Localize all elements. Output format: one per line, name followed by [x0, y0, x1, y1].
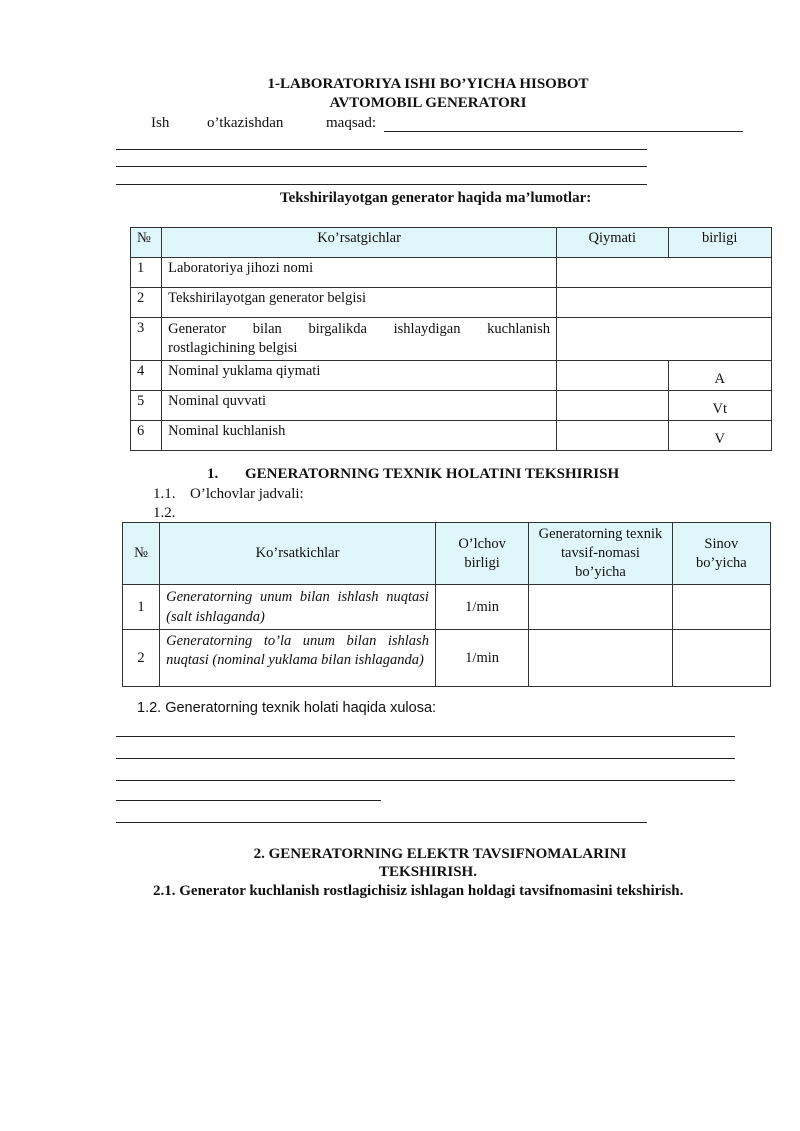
- section1-number: 1.: [207, 466, 219, 482]
- conclusion-line-4: [116, 800, 381, 801]
- row-label: [162, 318, 557, 361]
- section1-sub1-number: 1.1.: [153, 486, 176, 502]
- conclusion-line-5: [116, 822, 647, 823]
- row-unit: 1/min: [435, 585, 528, 630]
- row-spec-cell: [529, 585, 672, 630]
- section2-heading-line1: 2. GENERATORNING ELEKTR TAVSIFNOMALARINI: [253, 846, 627, 862]
- row-test-cell: [672, 585, 770, 630]
- conclusion-label: 1.2. Generatorning texnik holati haqida xulosa:: [137, 700, 437, 716]
- purpose-word-3: maqsad:: [326, 115, 376, 131]
- conclusion-line-2: [116, 758, 735, 759]
- row-value-cell: [556, 318, 771, 361]
- row-number: 4: [131, 361, 162, 391]
- row-number: 6: [131, 421, 162, 451]
- section1-sub1-text: O’lchovlar jadvali:: [190, 486, 304, 502]
- conclusion-line-3: [116, 780, 735, 781]
- row-unit: V: [668, 421, 772, 451]
- report-title: 1-LABORATORIYA ISHI BO’YICHA HISOBOT: [267, 76, 589, 92]
- section2-heading-line2: TEKSHIRISH.: [379, 864, 477, 880]
- col-header-indicators: Ko’rsatgichlar: [162, 228, 557, 258]
- row-label-line-2: rostlagichining belgisi: [168, 340, 298, 356]
- col-header-value: Qiymati: [556, 228, 668, 258]
- purpose-word-2: o’tkazishdan: [207, 115, 284, 131]
- col-header-number: №: [131, 228, 162, 258]
- col-header-spec: Generatorning texnik tavsif-nomasi bo’yicha: [529, 523, 672, 585]
- col-header-number: №: [123, 523, 160, 585]
- table-row: [131, 258, 772, 288]
- row-spec-cell: [529, 630, 672, 687]
- row-value-cell: [556, 361, 668, 391]
- row-label: Tekshirilayotgan generator belgisi: [162, 288, 557, 318]
- row-label: Generatorning unum bilan ishlash nuqtasi (salt ishlaganda): [160, 585, 436, 630]
- purpose-blank-line: [384, 131, 743, 132]
- generator-info-table: [130, 227, 772, 451]
- row-unit: Vt: [668, 391, 772, 421]
- purpose-line-3: [116, 166, 647, 167]
- row-label: Generatorning to’la unum bilan ishlash nuqtasi (nominal yuklama bilan ishlaganda): [160, 630, 436, 687]
- row-value-cell: [556, 421, 668, 451]
- purpose-word-1: Ish: [151, 115, 170, 131]
- row-value-cell: [556, 391, 668, 421]
- section2-subheading-text: 2.1. Generator kuchlanish rostlagichisiz ishlagan holdagi tavsifnomasini tekshirish: [153, 883, 680, 899]
- col-header-test: Sinov bo’yicha: [672, 523, 770, 585]
- row-label: Nominal kuchlanish: [162, 421, 557, 451]
- row-label-line-1: Generator bilan birgalikda ishlaydigan kuchlanish: [168, 321, 550, 337]
- conclusion-line-1: [116, 736, 735, 737]
- row-number: 1: [123, 585, 160, 630]
- table-row: [131, 288, 772, 318]
- table-row: [123, 630, 771, 687]
- row-unit: A: [668, 361, 772, 391]
- row-label: Laboratoriya jihozi nomi: [162, 258, 557, 288]
- row-unit: 1/min: [435, 630, 528, 687]
- table-row: [131, 361, 772, 391]
- row-value-cell: [556, 288, 771, 318]
- row-number: 2: [123, 630, 160, 687]
- row-label: Nominal quvvati: [162, 391, 557, 421]
- table-row: [131, 421, 772, 451]
- measurement-table: [122, 522, 771, 687]
- purpose-line-4: [116, 184, 647, 185]
- section2-subheading: 2.1. Generator kuchlanish rostlagichisiz ishlagan holdagi tavsifnomasini tekshirish.: [153, 883, 684, 899]
- col-header-unit: birligi: [668, 228, 772, 258]
- row-label: Nominal yuklama qiymati: [162, 361, 557, 391]
- row-test-cell: [672, 630, 770, 687]
- table-row: [131, 318, 772, 361]
- row-number: 1: [131, 258, 162, 288]
- col-header-indicators: Ko’rsatkichlar: [160, 523, 436, 585]
- purpose-line-2: [116, 149, 647, 150]
- section1-sub2-number: 1.2.: [153, 505, 176, 521]
- section1-heading: GENERATORNING TEXNIK HOLATINI TEKSHIRISH: [245, 466, 620, 482]
- report-subtitle: AVTOMOBIL GENERATORI: [329, 95, 527, 111]
- col-header-measure-unit: O’lchov birligi: [435, 523, 528, 585]
- info-heading: Tekshirilayotgan generator haqida ma’lumotlar:: [280, 190, 592, 206]
- row-value-cell: [556, 258, 771, 288]
- table-row: [131, 391, 772, 421]
- row-number: 5: [131, 391, 162, 421]
- row-number: 3: [131, 318, 162, 361]
- table-row: [123, 585, 771, 630]
- row-number: 2: [131, 288, 162, 318]
